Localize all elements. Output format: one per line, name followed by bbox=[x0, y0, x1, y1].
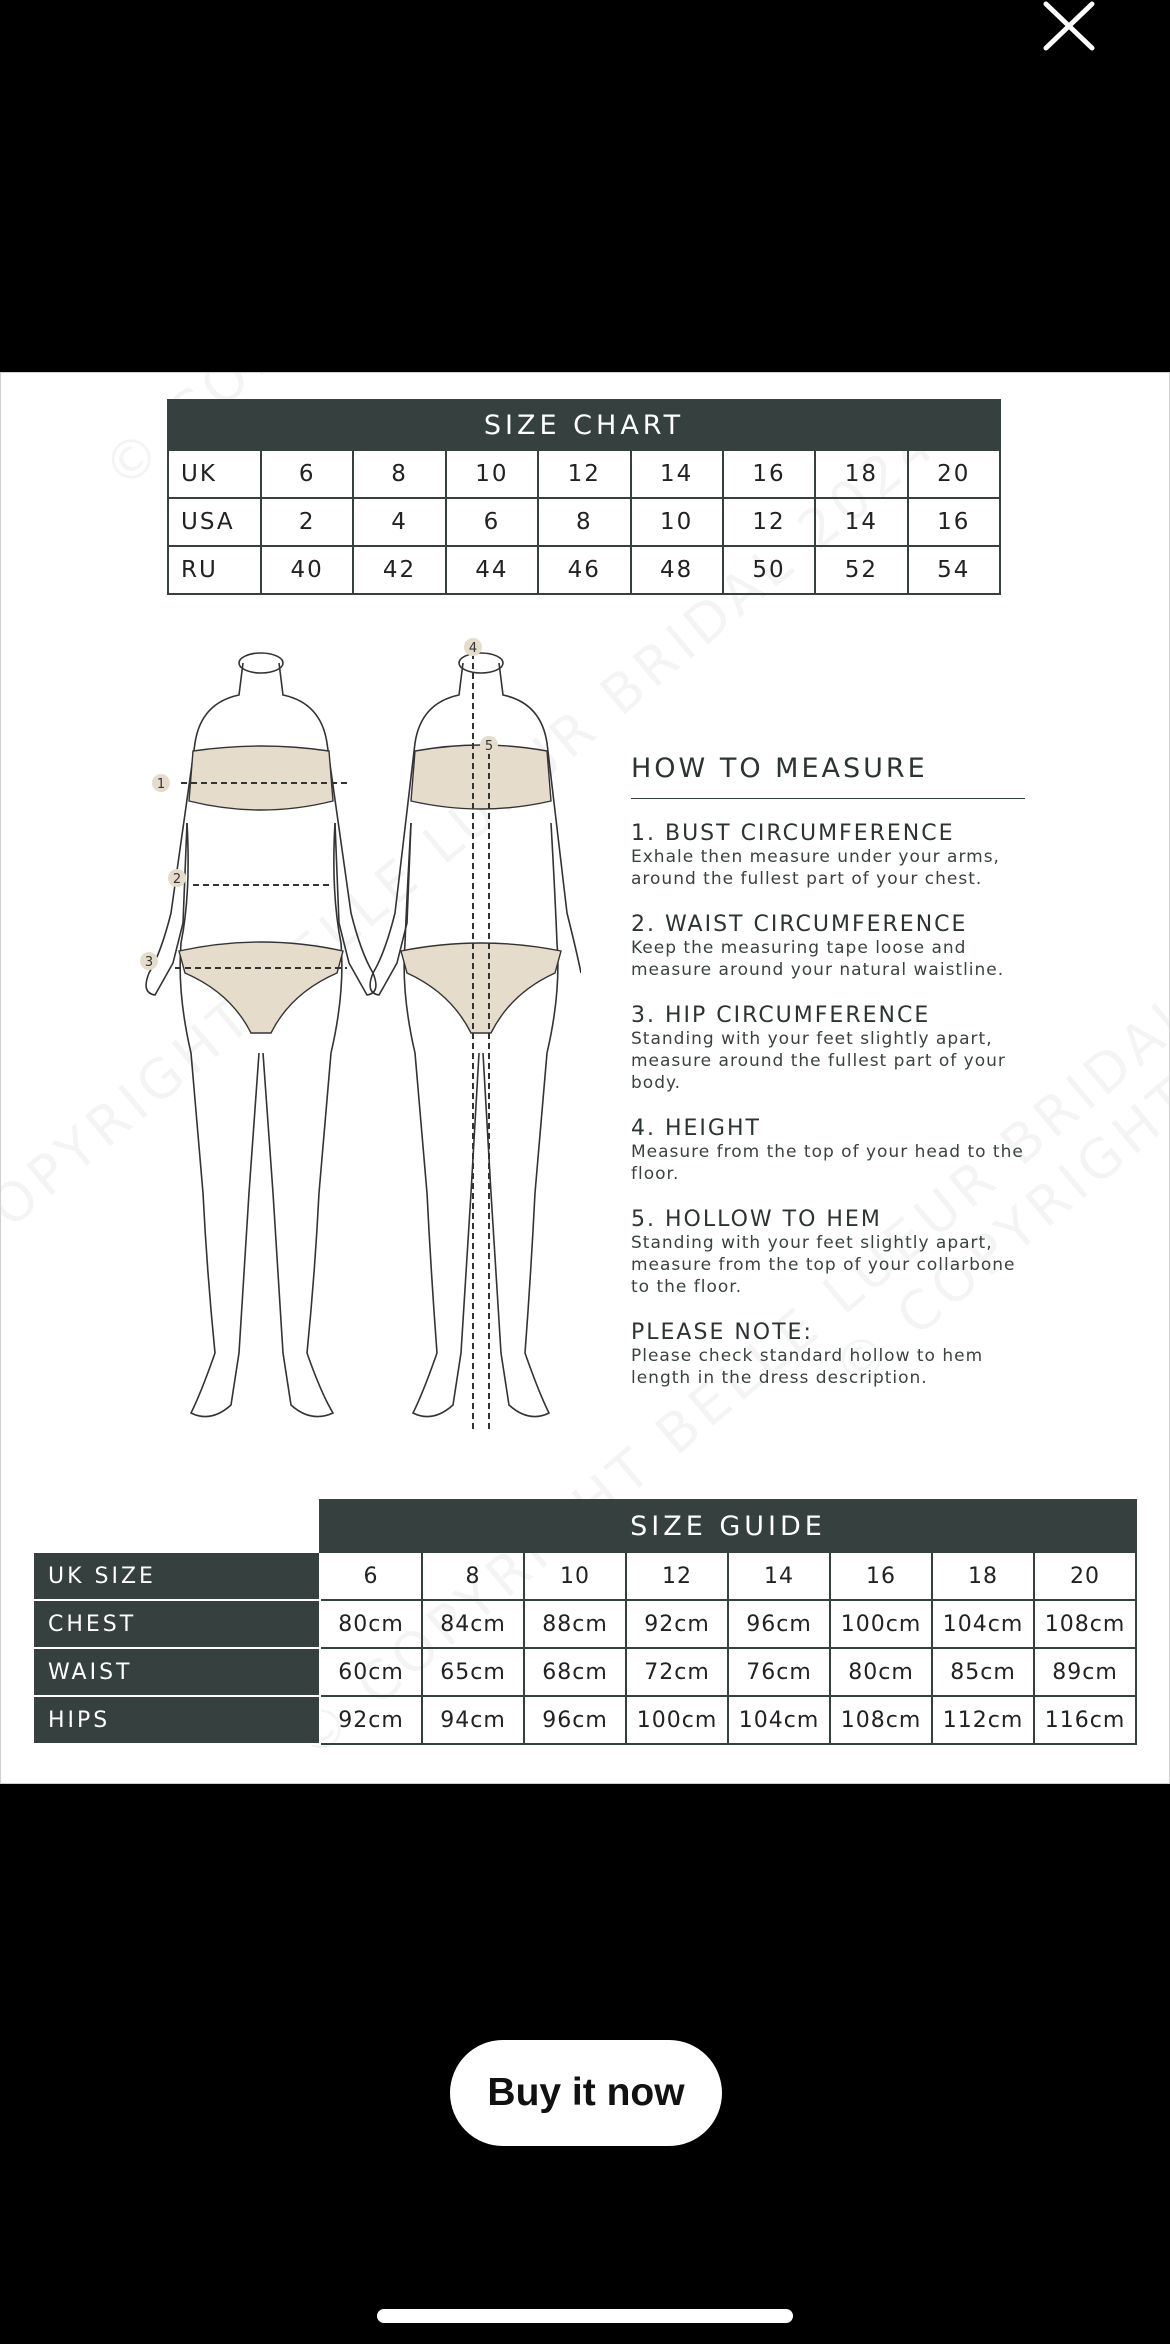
size-chart-cell: 42 bbox=[353, 546, 445, 594]
size-chart-row bbox=[168, 546, 1000, 594]
front-bottom-garment bbox=[179, 942, 343, 1033]
size-guide-cell: 88cm bbox=[524, 1600, 626, 1648]
measure-item-description: Keep the measuring tape loose and measure around your natural waistline. bbox=[631, 938, 1005, 980]
measure-item-description: Exhale then measure under your arms, around the fullest part of your chest. bbox=[631, 847, 1000, 889]
svg-text:1: 1 bbox=[156, 777, 166, 792]
size-guide-cell: 68cm bbox=[524, 1648, 626, 1696]
size-chart-cell: 4 bbox=[353, 498, 445, 546]
home-indicator[interactable] bbox=[377, 2309, 793, 2323]
size-guide-cell: 104cm bbox=[932, 1600, 1034, 1648]
size-chart-cell: 46 bbox=[538, 546, 630, 594]
size-guide-cell: 8 bbox=[422, 1552, 524, 1600]
size-chart-cell: 18 bbox=[815, 450, 907, 498]
size-guide-table bbox=[32, 1499, 1137, 1745]
size-chart-cell: 40 bbox=[261, 546, 353, 594]
size-guide-cell: 84cm bbox=[422, 1600, 524, 1648]
size-guide-cell: 100cm bbox=[626, 1696, 728, 1744]
size-guide-cell: 112cm bbox=[932, 1696, 1034, 1744]
size-chart-cell: 8 bbox=[538, 498, 630, 546]
size-chart-cell: 52 bbox=[815, 546, 907, 594]
size-guide-cell: 80cm bbox=[320, 1600, 422, 1648]
size-chart-cell: 14 bbox=[631, 450, 723, 498]
size-guide-cell: 60cm bbox=[320, 1648, 422, 1696]
size-guide-corner bbox=[33, 1500, 320, 1552]
measure-item bbox=[631, 912, 1031, 981]
size-guide-cell: 76cm bbox=[728, 1648, 830, 1696]
svg-text:2: 2 bbox=[172, 872, 182, 887]
how-to-measure-section bbox=[631, 753, 1031, 1411]
measure-item-title: PLEASE NOTE: bbox=[631, 1320, 813, 1345]
size-chart-cell: 2 bbox=[261, 498, 353, 546]
size-guide-cell: 100cm bbox=[830, 1600, 932, 1648]
size-guide-cell: 14 bbox=[728, 1552, 830, 1600]
size-chart-row-label: UK bbox=[168, 450, 261, 498]
back-bottom-garment bbox=[401, 943, 561, 1033]
size-chart-row bbox=[168, 450, 1000, 498]
size-chart-cell: 14 bbox=[815, 498, 907, 546]
size-guide-cell: 104cm bbox=[728, 1696, 830, 1744]
measure-item bbox=[631, 1207, 1031, 1298]
size-chart-cell: 8 bbox=[353, 450, 445, 498]
size-guide-cell: 16 bbox=[830, 1552, 932, 1600]
size-guide-cell: 116cm bbox=[1034, 1696, 1136, 1744]
size-guide-cell: 6 bbox=[320, 1552, 422, 1600]
marker-5 bbox=[480, 736, 498, 754]
size-chart-cell: 20 bbox=[908, 450, 1000, 498]
size-chart-cell: 44 bbox=[446, 546, 538, 594]
size-chart-cell: 54 bbox=[908, 546, 1000, 594]
size-chart-cell: 6 bbox=[261, 450, 353, 498]
close-icon bbox=[1040, 0, 1098, 52]
marker-1 bbox=[152, 774, 170, 792]
size-chart-cell: 16 bbox=[908, 498, 1000, 546]
size-chart-cell: 6 bbox=[446, 498, 538, 546]
divider bbox=[631, 798, 1025, 799]
size-guide-row bbox=[33, 1696, 1136, 1744]
size-chart-title: SIZE CHART bbox=[168, 400, 1000, 450]
size-guide-cell: 20 bbox=[1034, 1552, 1136, 1600]
size-chart-cell: 16 bbox=[723, 450, 815, 498]
size-chart-cell: 12 bbox=[723, 498, 815, 546]
size-guide-cell: 94cm bbox=[422, 1696, 524, 1744]
size-guide-cell: 72cm bbox=[626, 1648, 728, 1696]
back-top-garment bbox=[411, 745, 551, 809]
marker-4 bbox=[464, 638, 482, 656]
measure-item-description: Standing with your feet slightly apart, measure around the fullest part of your body. bbox=[631, 1029, 1006, 1093]
measure-item-title: 1. BUST CIRCUMFERENCE bbox=[631, 821, 955, 846]
measure-item-title: 4. HEIGHT bbox=[631, 1116, 761, 1141]
size-chart-cell: 10 bbox=[446, 450, 538, 498]
marker-2 bbox=[168, 869, 186, 887]
size-guide-cell: 96cm bbox=[728, 1600, 830, 1648]
size-chart-row-label: USA bbox=[168, 498, 261, 546]
measure-item-description: Please check standard hollow to hem length in the dress description. bbox=[631, 1346, 984, 1388]
size-guide-cell: 108cm bbox=[830, 1696, 932, 1744]
size-chart-cell: 10 bbox=[631, 498, 723, 546]
size-guide-cell: 18 bbox=[932, 1552, 1034, 1600]
size-guide-cell: 96cm bbox=[524, 1696, 626, 1744]
size-chart-image bbox=[0, 372, 1170, 1784]
buy-it-now-button[interactable]: Buy it now bbox=[450, 2040, 722, 2146]
measure-item bbox=[631, 821, 1031, 890]
measure-item-title: 3. HIP CIRCUMFERENCE bbox=[631, 1003, 931, 1028]
size-guide-row bbox=[33, 1648, 1136, 1696]
measure-item bbox=[631, 1003, 1031, 1094]
size-guide-cell: 80cm bbox=[830, 1648, 932, 1696]
size-guide-title: SIZE GUIDE bbox=[320, 1500, 1136, 1552]
size-guide-cell: 92cm bbox=[320, 1696, 422, 1744]
measure-item-title: 2. WAIST CIRCUMFERENCE bbox=[631, 912, 968, 937]
size-chart-table bbox=[167, 399, 1001, 595]
how-to-measure-title: HOW TO MEASURE bbox=[631, 753, 928, 784]
size-guide-row-label: CHEST bbox=[33, 1600, 320, 1648]
body-measurement-figures bbox=[111, 633, 581, 1453]
size-chart-cell: 48 bbox=[631, 546, 723, 594]
svg-text:5: 5 bbox=[484, 739, 494, 754]
svg-text:4: 4 bbox=[468, 641, 478, 656]
svg-text:3: 3 bbox=[144, 955, 154, 970]
size-guide-row-label: UK SIZE bbox=[33, 1552, 320, 1600]
measure-item-description: Measure from the top of your head to the floor. bbox=[631, 1142, 1024, 1184]
size-guide-row-label: HIPS bbox=[33, 1696, 320, 1744]
size-chart-row-label: RU bbox=[168, 546, 261, 594]
size-guide-row-label: WAIST bbox=[33, 1648, 320, 1696]
close-button[interactable] bbox=[1040, 0, 1098, 52]
size-guide-row bbox=[33, 1600, 1136, 1648]
size-chart-cell: 12 bbox=[538, 450, 630, 498]
marker-3 bbox=[140, 952, 158, 970]
size-guide-cell: 108cm bbox=[1034, 1600, 1136, 1648]
size-guide-row bbox=[33, 1552, 1136, 1600]
front-top-garment bbox=[189, 746, 333, 810]
size-guide-cell: 89cm bbox=[1034, 1648, 1136, 1696]
measure-item-title: 5. HOLLOW TO HEM bbox=[631, 1207, 882, 1232]
size-guide-cell: 85cm bbox=[932, 1648, 1034, 1696]
size-guide-cell: 92cm bbox=[626, 1600, 728, 1648]
size-guide-cell: 10 bbox=[524, 1552, 626, 1600]
measure-item bbox=[631, 1320, 1031, 1389]
size-chart-row bbox=[168, 498, 1000, 546]
measure-item bbox=[631, 1116, 1031, 1185]
size-guide-cell: 12 bbox=[626, 1552, 728, 1600]
measure-item-description: Standing with your feet slightly apart, measure from the top of your collarbone to the floor. bbox=[631, 1233, 1016, 1297]
size-chart-cell: 50 bbox=[723, 546, 815, 594]
size-guide-cell: 65cm bbox=[422, 1648, 524, 1696]
